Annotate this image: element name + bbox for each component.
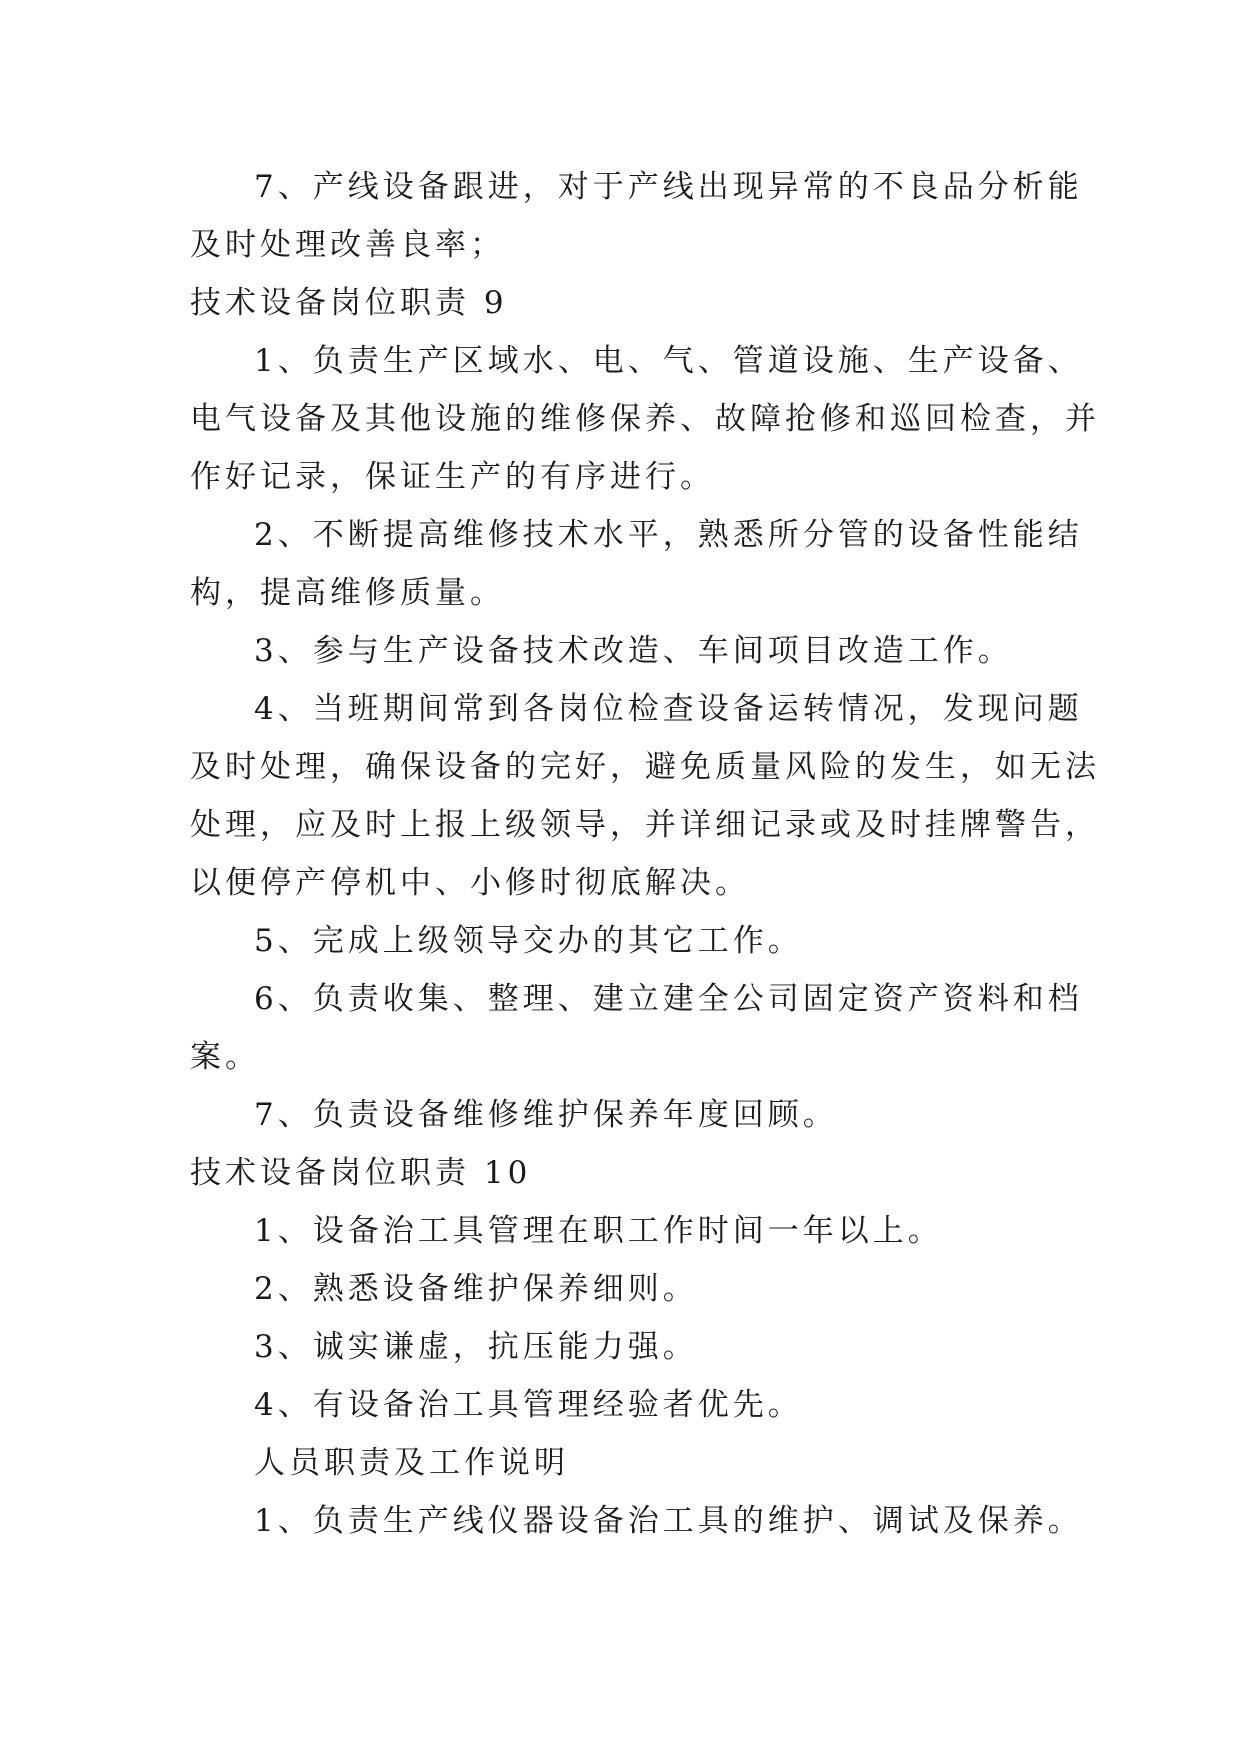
document-body (190, 158, 1100, 1550)
text-line: 以便停产停机中、小修时彻底解决。 (190, 865, 750, 901)
text-line: 4、有设备治工具管理经验者优先。 (254, 1387, 803, 1423)
text-line: 作好记录，保证生产的有序进行。 (190, 459, 715, 495)
text-line: 1、负责生产线仪器设备治工具的维护、调试及保养。 (254, 1503, 1083, 1539)
text-line: 3、参与生产设备技术改造、车间项目改造工作。 (254, 633, 1013, 669)
text-line: 6、负责收集、整理、建立建全公司固定资产资料和档 (254, 981, 1083, 1017)
section-heading: 技术设备岗位职责 9 (190, 285, 508, 321)
text-line: 及时处理改善良率； (190, 227, 505, 263)
text-line: 1、负责生产区域水、电、气、管道设施、生产设备、 (254, 343, 1083, 379)
text-line: 2、熟悉设备维护保养细则。 (254, 1271, 698, 1307)
text-line: 7、产线设备跟进，对于产线出现异常的不良品分析能 (254, 169, 1083, 205)
text-line: 构，提高维修质量。 (190, 575, 505, 611)
text-line: 3、诚实谦虚，抗压能力强。 (254, 1329, 698, 1365)
text-line: 1、设备治工具管理在职工作时间一年以上。 (254, 1213, 943, 1249)
section-heading: 技术设备岗位职责 10 (190, 1155, 532, 1191)
text-line: 及时处理，确保设备的完好，避免质量风险的发生，如无法 (190, 749, 1100, 785)
text-line: 4、当班期间常到各岗位检查设备运转情况，发现问题 (254, 691, 1083, 727)
text-line: 电气设备及其他设施的维修保养、故障抢修和巡回检查，并 (190, 401, 1100, 437)
subsection-heading: 人员职责及工作说明 (254, 1445, 569, 1481)
text-line: 2、不断提高维修技术水平，熟悉所分管的设备性能结 (254, 517, 1083, 553)
text-line: 5、完成上级领导交办的其它工作。 (254, 923, 803, 959)
text-line: 处理，应及时上报上级领导，并详细记录或及时挂牌警告， (190, 807, 1100, 843)
text-line: 案。 (190, 1039, 260, 1075)
text-line: 7、负责设备维修维护保养年度回顾。 (254, 1097, 838, 1133)
